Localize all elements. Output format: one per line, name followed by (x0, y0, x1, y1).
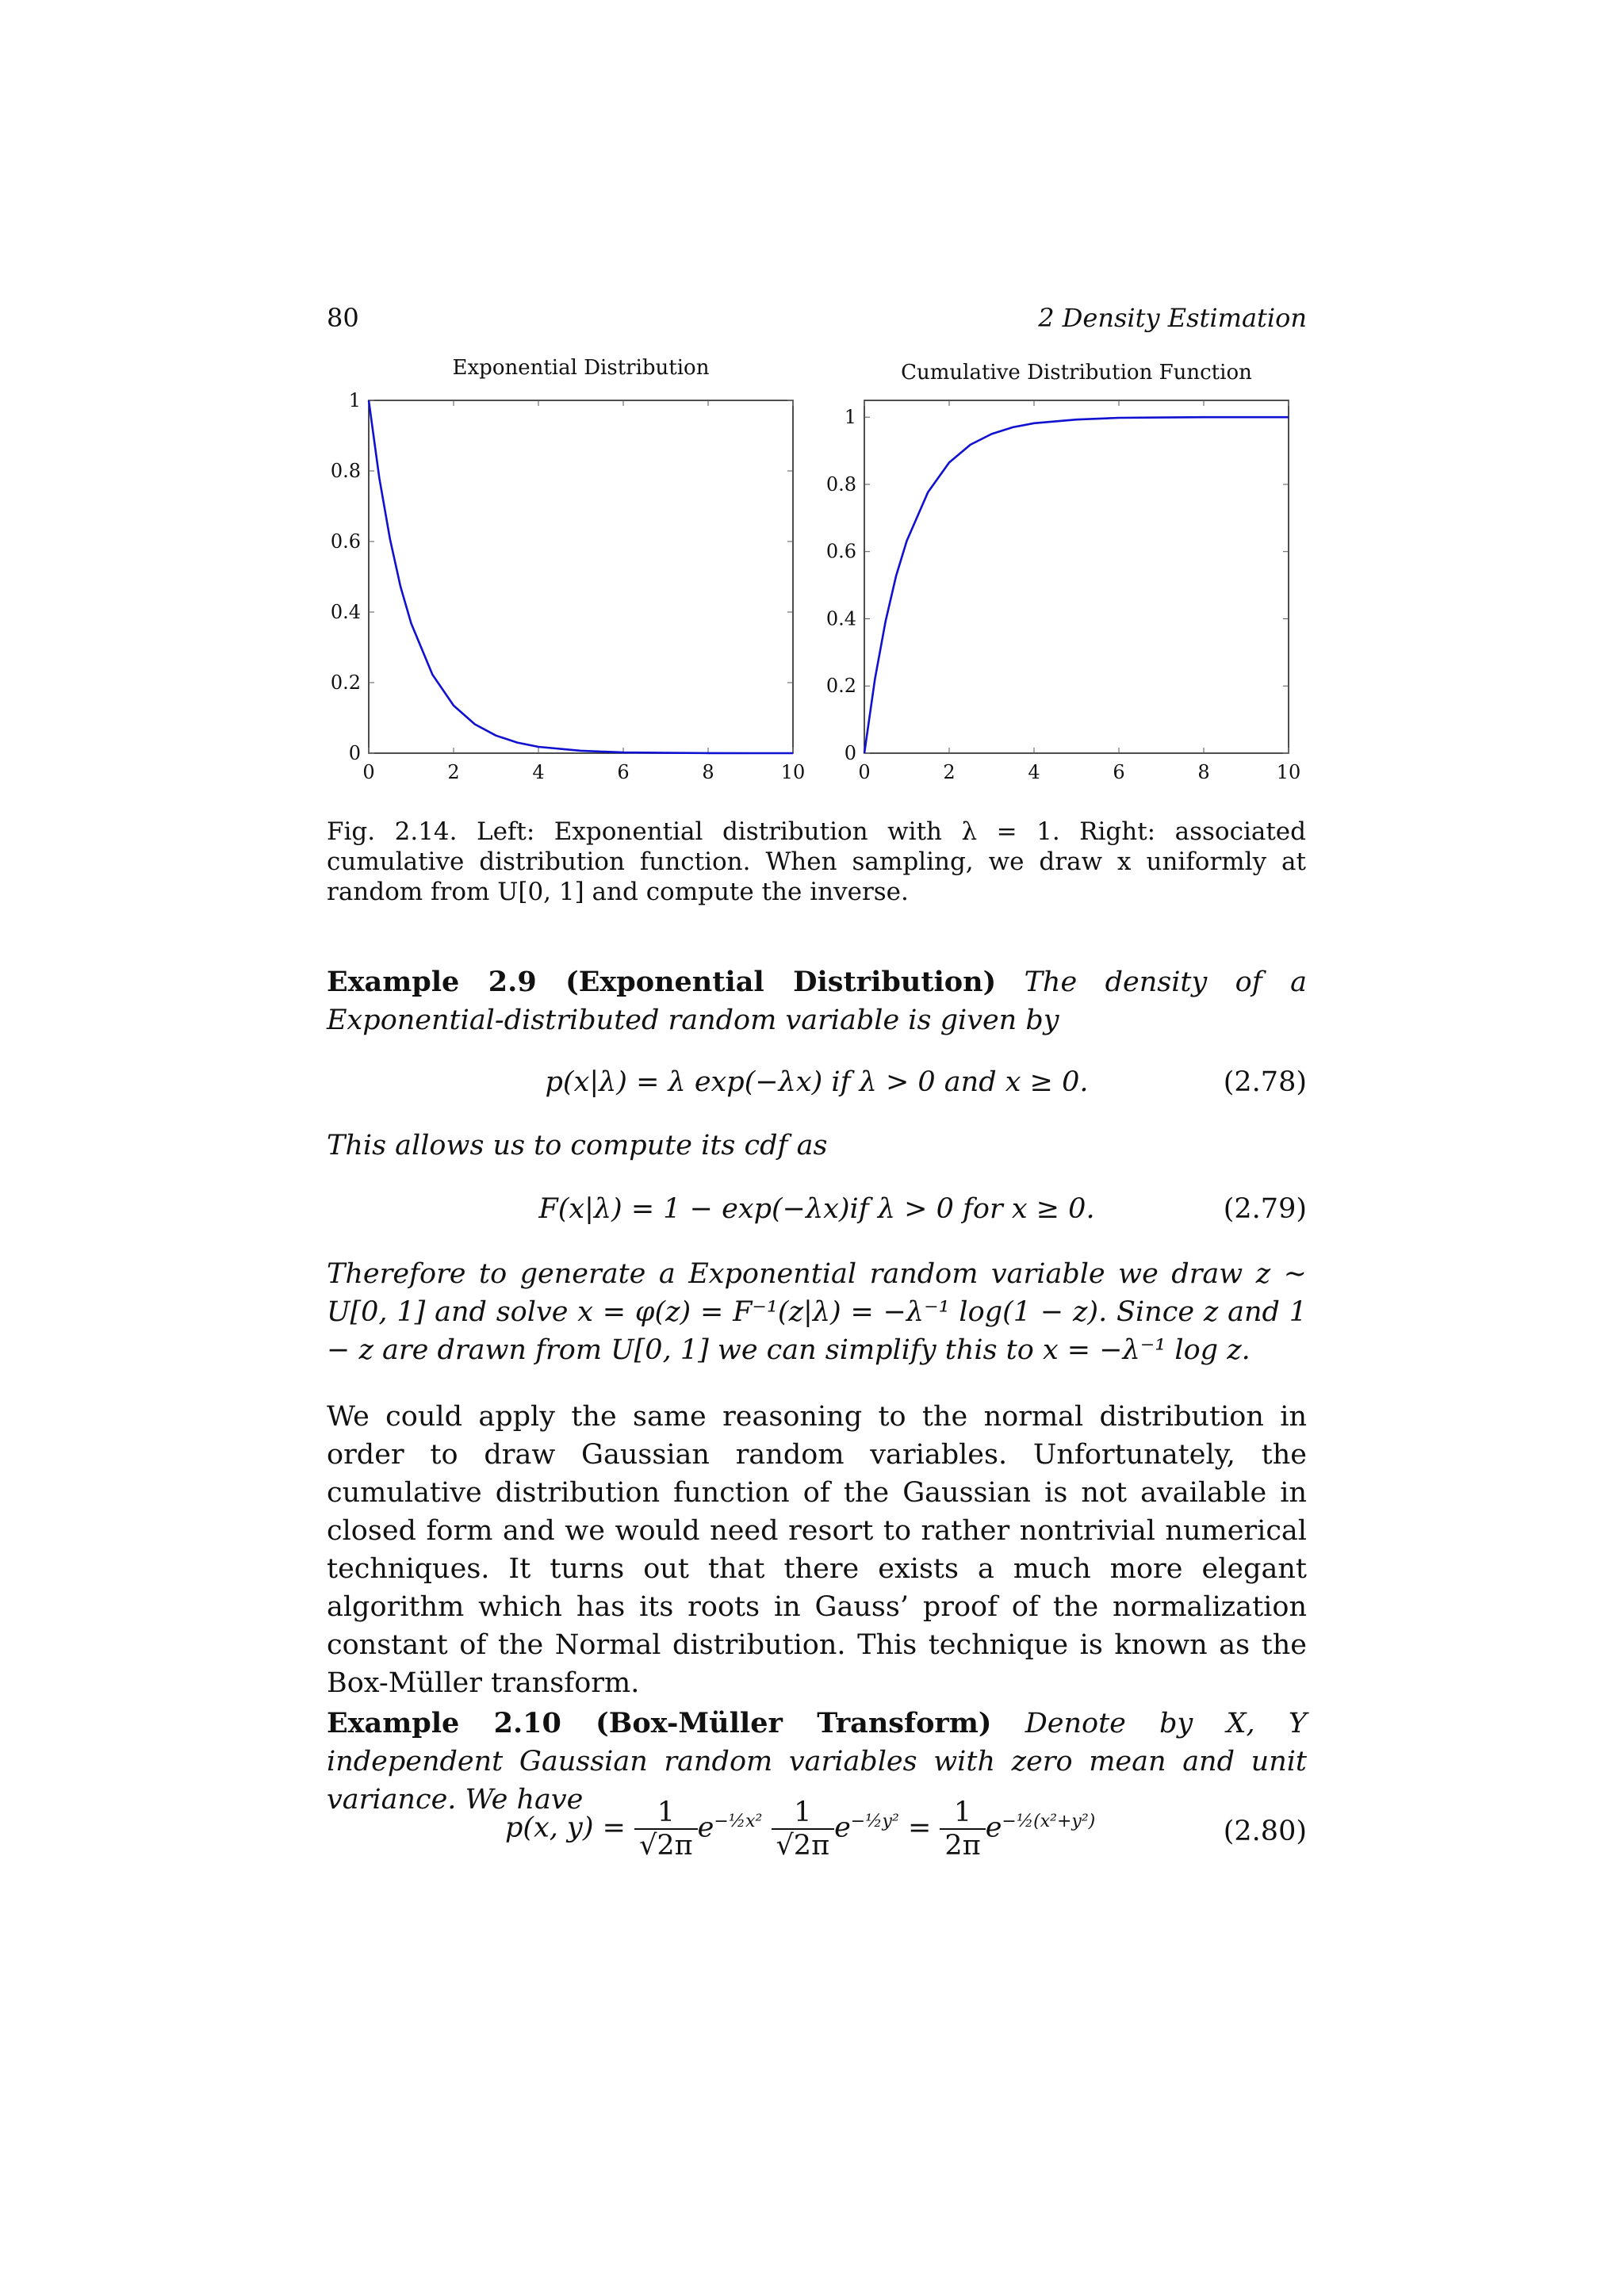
fraction-3-numerator: 1 (940, 1797, 985, 1830)
exp-2: e (834, 1812, 851, 1844)
example-2-10-head: Example 2.10 (Box-Müller Transform) (327, 1707, 992, 1739)
y-tick-label: 0.4 (825, 607, 856, 630)
equation-2-79-text: F(x|λ) = 1 − exp(−λx)if λ > 0 for x ≥ 0. (538, 1193, 1095, 1225)
x-tick-label: 10 (1276, 761, 1301, 783)
fraction-3 (940, 1797, 985, 1862)
equation-2-79 (327, 1193, 1307, 1233)
example-2-9-head: Example 2.9 (Exponential Distribution) (327, 966, 997, 998)
x-tick-label: 2 (943, 761, 956, 783)
example-2-10-body: Denote by X, Y independent Gaussian random variables with zero mean and unit variance. We have (327, 1708, 1307, 1816)
fraction-2-numerator: 1 (772, 1797, 835, 1830)
x-tick-label: 0 (362, 761, 375, 783)
x-tick-label: 6 (1113, 761, 1125, 783)
series-line (369, 400, 793, 753)
exp-1: e (697, 1812, 714, 1844)
plot-frame (369, 400, 793, 753)
fraction-1-denominator: √2π (639, 1830, 693, 1862)
y-tick-label: 0.4 (330, 601, 361, 623)
x-tick-label: 0 (858, 761, 871, 783)
y-tick-label: 0.6 (330, 530, 361, 553)
y-tick-label: 0 (348, 742, 361, 764)
y-tick-label: 0.6 (825, 540, 856, 563)
example-2-9-body: The density of a Exponential-distributed random variable is given by (327, 966, 1307, 1036)
figure-caption: Fig. 2.14. Left: Exponential distribution with λ = 1. Right: associated cumulative distribution function. When sampling, we draw x uniformly at random from U[0, 1] and compute the inverse. (327, 817, 1306, 906)
fraction-2 (772, 1797, 835, 1862)
equation-2-80-lhs: p(x, y) = (505, 1812, 626, 1844)
body-paragraph: We could apply the same reasoning to the normal distribution in order to draw Gaussian random variables. Unfortunately, the cumulative distribution function of the Gaussian is not available in closed form and we would need resort to rather nontrivial numerical techniques. It turns out that there exists a much more elegant algorithm which has its roots in Gauss’ proof of the normalization constant of the Normal distribution. This technique is known as the Box-Müller transform. (327, 1401, 1307, 1699)
x-tick-label: 2 (447, 761, 460, 783)
fraction-1-numerator: 1 (634, 1797, 698, 1830)
chart-cdf (813, 349, 1320, 793)
equation-2-78 (327, 1066, 1307, 1106)
exp-3: e (985, 1812, 1002, 1844)
running-title: 2 Density Estimation (1038, 303, 1307, 333)
example-2-9-lead: This allows us to compute its cdf as (327, 1130, 828, 1161)
y-tick-label: 1 (348, 389, 361, 411)
exp-2-superscript: −½y² (850, 1811, 899, 1831)
x-tick-label: 4 (532, 761, 545, 783)
equation-2-79-number: (2.79) (1223, 1193, 1307, 1225)
fraction-3-denominator: 2π (944, 1830, 981, 1862)
series-line (864, 417, 1289, 753)
example-2-9-conclusion: Therefore to generate a Exponential random variable we draw z ∼ U[0, 1] and solve x = φ(z) = F⁻¹(z|λ) = −λ⁻¹ log(1 − z). Since z and 1 − z are drawn from U[0, 1] we can simplify this to x = −λ⁻¹ log z. (327, 1258, 1307, 1366)
equation-2-78-text: p(x|λ) = λ exp(−λx) if λ > 0 and x ≥ 0. (545, 1066, 1089, 1098)
fraction-2-denominator: √2π (776, 1830, 830, 1862)
x-tick-label: 4 (1028, 761, 1040, 783)
chart-exponential-plot (331, 356, 805, 783)
chart-title: Exponential Distribution (452, 356, 710, 380)
y-tick-label: 0.8 (330, 460, 361, 482)
fraction-1 (634, 1797, 698, 1862)
chart-cdf-plot (826, 361, 1300, 783)
example-2-9 (327, 963, 1307, 1039)
plot-frame (864, 400, 1289, 753)
x-tick-label: 8 (702, 761, 714, 783)
equation-2-80-number: (2.80) (1223, 1816, 1307, 1847)
y-tick-label: 0 (844, 742, 856, 764)
y-tick-label: 0.8 (825, 473, 856, 496)
chart-exponential (317, 349, 809, 793)
y-tick-label: 0.2 (825, 675, 856, 698)
y-tick-label: 0.2 (330, 672, 361, 694)
y-tick-label: 1 (844, 406, 856, 429)
exp-1-superscript: −½x² (714, 1811, 763, 1831)
x-tick-label: 6 (617, 761, 630, 783)
page-number: 80 (327, 303, 359, 333)
x-tick-label: 8 (1197, 761, 1210, 783)
exp-3-superscript: −½(x²+y²) (1002, 1811, 1096, 1831)
x-tick-label: 10 (780, 761, 806, 783)
equation-2-78-number: (2.78) (1223, 1066, 1307, 1098)
equation-2-80 (327, 1793, 1307, 1881)
equals-sign: = (907, 1812, 932, 1844)
chart-title: Cumulative Distribution Function (901, 361, 1252, 385)
equation-2-80-body (505, 1797, 1095, 1862)
